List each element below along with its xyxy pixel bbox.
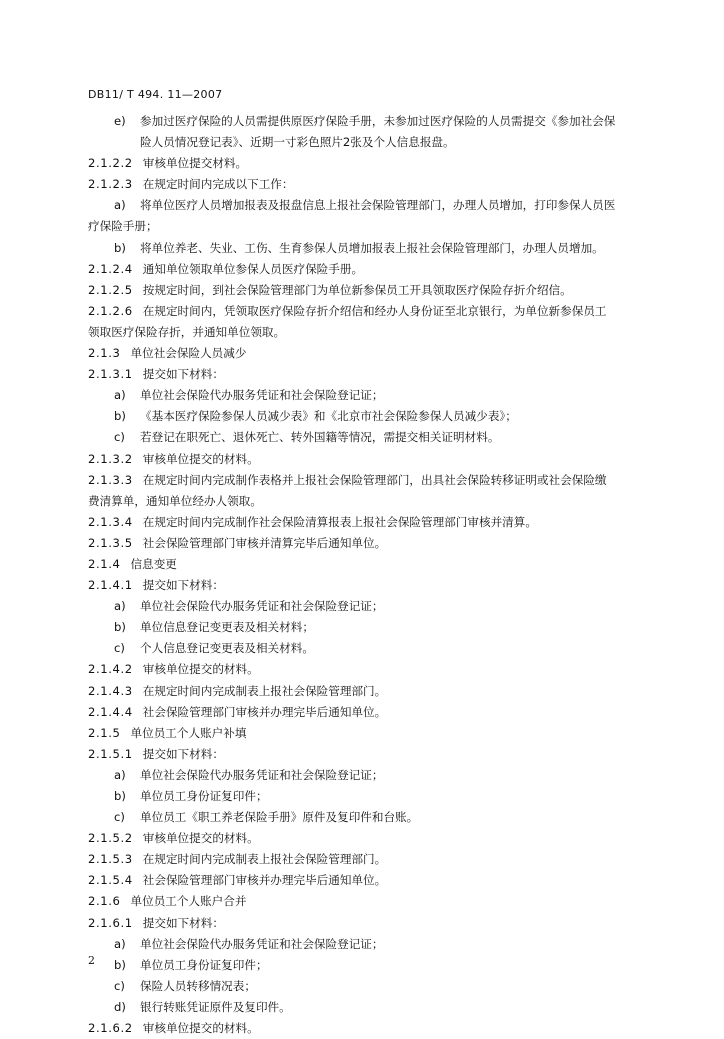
list-item [88, 238, 658, 259]
list-item [88, 406, 658, 427]
clause-text: 在规定时间内，凭领取医疗保险存折介绍信和经办人身份证至北京银行，为单位新参保员工 [142, 303, 607, 318]
list-marker: c) [114, 430, 125, 445]
list-item [88, 638, 658, 659]
clause-text: 审核单位提交的材料。 [142, 831, 259, 846]
clause-text: 审核单位提交材料。 [142, 156, 248, 171]
list-item-text: 单位社会保险代办服务凭证和社会保险登记证； [140, 599, 384, 614]
clause-number: 2.1.3.5 [88, 535, 133, 550]
clause-number: 2.1.3 [88, 346, 121, 361]
list-marker: d) [114, 999, 126, 1014]
list-item-text: 单位社会保险代办服务凭证和社会保险登记证； [140, 936, 384, 951]
clause-line [88, 280, 658, 301]
list-marker: b) [114, 240, 126, 255]
list-item-text: 将单位养老、失业、工伤、生育参保人员增加报表上报社会保险管理部门，办理人员增加。 [140, 240, 604, 255]
clause-line [88, 913, 658, 934]
clause-number: 2.1.2.2 [88, 156, 133, 171]
clause-line [88, 512, 658, 533]
clause-number: 2.1.6.2 [88, 1021, 133, 1036]
list-item-text: 单位员工身份证复印件； [140, 957, 268, 972]
list-marker: c) [114, 641, 125, 656]
clause-number: 2.1.5.4 [88, 873, 133, 888]
clause-number: 2.1.4.2 [88, 662, 133, 677]
clause-number: 2.1.5 [88, 725, 121, 740]
clause-text: 审核单位提交的材料。 [142, 451, 259, 466]
clause-line [88, 828, 658, 849]
list-item [88, 427, 658, 448]
list-item-text: 单位员工《职工养老保险手册》原件及复印件和台账。 [140, 810, 419, 825]
continuation-text: 疗保险手册； [88, 219, 158, 234]
continuation-text: 险人员情况登记表》、近期一寸彩色照片2张及个人信息报盘。 [140, 135, 455, 150]
list-marker: c) [114, 978, 125, 993]
clause-number: 2.1.4.3 [88, 683, 133, 698]
clause-number: 2.1.6.1 [88, 915, 133, 930]
clause-line [88, 891, 658, 912]
clause-text: 提交如下材料： [142, 578, 224, 593]
clause-text: 社会保险管理部门审核并办理完毕后通知单位。 [142, 704, 387, 719]
standard-number-header: DB11/ T 494. 11—2007 [88, 88, 223, 101]
clause-text: 社会保险管理部门审核并办理完毕后通知单位。 [142, 873, 387, 888]
list-item-text: 将单位医疗人员增加报表及报盘信息上报社会保险管理部门，办理人员增加，打印参保人员医 [140, 198, 616, 213]
clause-number: 2.1.4.4 [88, 704, 133, 719]
list-item [88, 385, 658, 406]
list-item-text: 保险人员转移情况表； [140, 978, 256, 993]
list-marker: a) [114, 767, 126, 782]
clause-line [88, 364, 658, 385]
clause-number: 2.1.3.4 [88, 514, 133, 529]
clause-text: 在规定时间内完成制作表格并上报社会保险管理部门，出具社会保险转移证明或社会保险缴 [142, 472, 607, 487]
clause-text: 社会保险管理部门审核并清算完毕后通知单位。 [142, 535, 387, 550]
clause-line [88, 449, 658, 470]
list-marker: a) [114, 599, 126, 614]
clause-number: 2.1.4.1 [88, 578, 133, 593]
list-item [88, 617, 658, 638]
clause-line [88, 554, 658, 575]
clause-line [88, 575, 658, 596]
clause-text: 单位社会保险人员减少 [130, 346, 247, 361]
list-marker: b) [114, 789, 126, 803]
clause-text: 审核单位提交的材料。 [142, 662, 259, 677]
clause-number: 2.1.3.2 [88, 451, 133, 466]
clause-number: 2.1.2.3 [88, 177, 133, 192]
clause-line [88, 870, 658, 891]
clause-number: 2.1.3.1 [88, 367, 133, 382]
clause-text: 提交如下材料： [142, 915, 224, 930]
clause-text: 单位员工个人账户补填 [130, 725, 247, 740]
clause-number: 2.1.5.3 [88, 852, 133, 867]
clause-number: 2.1.2.4 [88, 261, 133, 276]
list-item [88, 807, 658, 828]
clause-line [88, 702, 658, 723]
clause-text: 审核单位提交的材料。 [142, 1021, 259, 1036]
clause-line [88, 259, 658, 280]
list-item-text: 《基本医疗保险参保人员减少表》和《北京市社会保险参保人员减少表》； [140, 409, 517, 424]
clause-line [88, 153, 658, 174]
clause-number: 2.1.2.6 [88, 303, 133, 318]
list-marker: a) [114, 198, 126, 213]
clause-number: 2.1.4 [88, 556, 121, 571]
clause-text: 按规定时间，到社会保险管理部门为单位新参保员工开具领取医疗保险存折介绍信。 [142, 282, 572, 297]
list-item-continuation [88, 132, 658, 153]
clause-number: 2.1.6 [88, 894, 121, 909]
paragraph-continuation [88, 322, 658, 343]
list-marker: a) [114, 388, 126, 403]
clause-line [88, 343, 658, 364]
clause-line [88, 681, 658, 702]
page-number: 2 [88, 954, 95, 967]
clause-text: 提交如下材料： [142, 746, 224, 761]
list-item-text: 单位社会保险代办服务凭证和社会保险登记证； [140, 388, 384, 403]
list-item [88, 955, 658, 976]
clause-text: 在规定时间内完成制表上报社会保险管理部门。 [142, 852, 387, 867]
clause-text: 提交如下材料： [142, 367, 224, 382]
clause-text: 在规定时间内完成制表上报社会保险管理部门。 [142, 683, 387, 698]
list-item [88, 111, 658, 132]
clause-text: 在规定时间内完成以下工作： [142, 177, 294, 192]
list-marker: b) [114, 620, 126, 635]
clause-line [88, 301, 658, 322]
clause-line [88, 723, 658, 744]
clause-line [88, 1018, 658, 1039]
list-item-text: 若登记在职死亡、退休死亡、转外国籍等情况，需提交相关证明材料。 [140, 430, 500, 445]
document-body [88, 111, 658, 1039]
clause-number: 2.1.3.3 [88, 472, 133, 487]
clause-text: 信息变更 [130, 556, 177, 571]
clause-number: 2.1.5.2 [88, 831, 133, 846]
list-item-text: 银行转账凭证原件及复印件。 [140, 999, 291, 1014]
continuation-text: 费清算单，通知单位经办人领取。 [88, 493, 262, 508]
list-marker: a) [114, 936, 126, 951]
list-item [88, 195, 658, 216]
list-marker: b) [114, 409, 126, 424]
list-marker: e) [114, 114, 126, 128]
clause-line [88, 174, 658, 195]
clause-text: 通知单位领取单位参保人员医疗保险手册。 [142, 261, 364, 276]
paragraph-continuation [88, 491, 658, 512]
list-item [88, 765, 658, 786]
list-item [88, 997, 658, 1018]
list-marker: b) [114, 957, 126, 972]
clause-line [88, 533, 658, 554]
clause-line [88, 470, 658, 491]
list-item-text: 单位信息登记变更表及相关材料； [140, 620, 314, 635]
clause-number: 2.1.2.5 [88, 282, 133, 297]
list-item [88, 786, 658, 807]
clause-text: 在规定时间内完成制作社会保险清算报表上报社会保险管理部门审核并清算。 [142, 514, 537, 529]
paragraph-continuation [88, 216, 658, 237]
clause-text: 单位员工个人账户合并 [130, 894, 247, 909]
list-item-text: 参加过医疗保险的人员需提供原医疗保险手册，未参加过医疗保险的人员需提交《参加社会保 [140, 114, 616, 128]
clause-line [88, 849, 658, 870]
list-marker: c) [114, 810, 125, 825]
list-item [88, 596, 658, 617]
list-item [88, 976, 658, 997]
clause-line [88, 659, 658, 680]
clause-number: 2.1.5.1 [88, 746, 133, 761]
list-item-text: 单位员工身份证复印件； [140, 789, 268, 803]
list-item-text: 单位社会保险代办服务凭证和社会保险登记证； [140, 767, 384, 782]
list-item-text: 个人信息登记变更表及相关材料。 [140, 641, 314, 656]
list-item [88, 934, 658, 955]
clause-line [88, 744, 658, 765]
continuation-text: 领取医疗保险存折，并通知单位领取。 [88, 324, 286, 339]
